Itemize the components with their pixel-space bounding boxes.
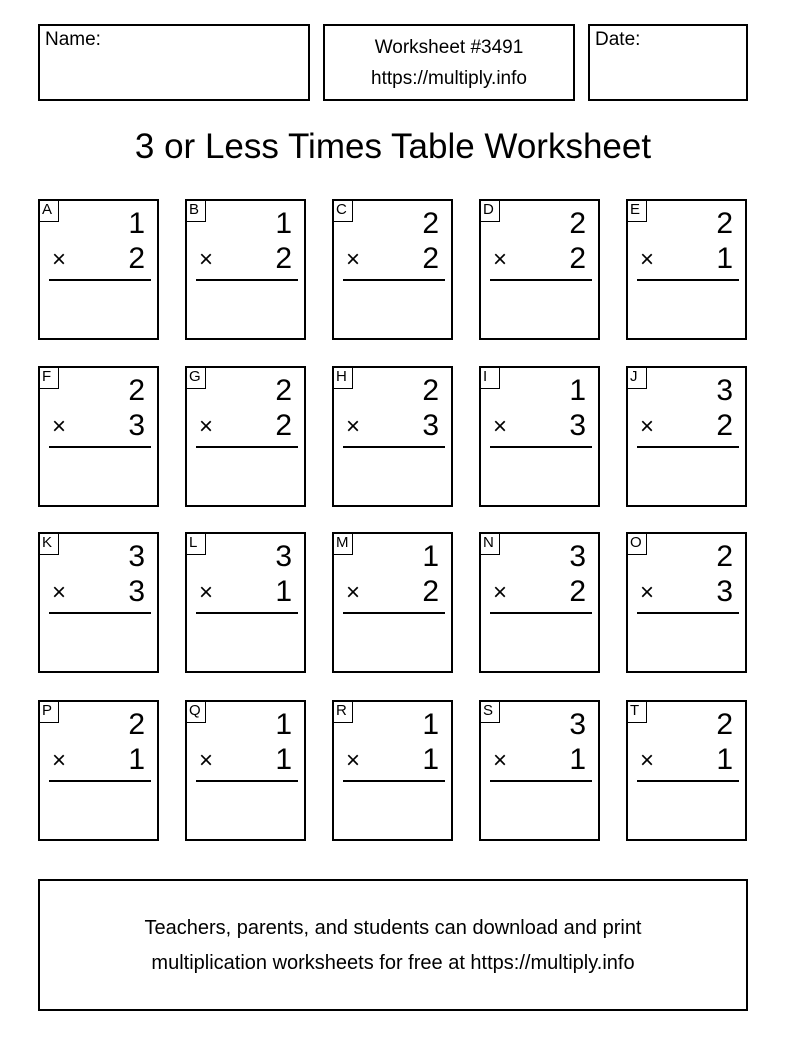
multiplicand: 2 bbox=[128, 374, 145, 407]
problem-label: R bbox=[332, 700, 353, 723]
multiplicand: 3 bbox=[569, 708, 586, 741]
answer-line bbox=[637, 279, 739, 281]
multiplier: 1 bbox=[716, 743, 733, 776]
problem-label: H bbox=[332, 366, 353, 389]
answer-line bbox=[637, 780, 739, 782]
problem-card[interactable] bbox=[332, 532, 453, 673]
problem-card[interactable] bbox=[626, 199, 747, 340]
worksheet-info-box bbox=[323, 24, 575, 101]
multiplicand: 2 bbox=[716, 540, 733, 573]
multiplicand: 2 bbox=[422, 207, 439, 240]
answer-line bbox=[196, 279, 298, 281]
problem-label: P bbox=[38, 700, 59, 723]
multiplier: 2 bbox=[569, 575, 586, 608]
multiplicand: 3 bbox=[128, 540, 145, 573]
multiplier: 2 bbox=[716, 409, 733, 442]
problem-label: K bbox=[38, 532, 59, 555]
problem-label: B bbox=[185, 199, 206, 222]
problem-label: N bbox=[479, 532, 500, 555]
multiplier: 2 bbox=[422, 575, 439, 608]
problem-label: O bbox=[626, 532, 647, 555]
times-sign: × bbox=[640, 413, 655, 440]
times-sign: × bbox=[640, 747, 655, 774]
answer-line bbox=[343, 612, 445, 614]
answer-line bbox=[490, 612, 592, 614]
problem-card[interactable] bbox=[332, 700, 453, 841]
problem-card[interactable] bbox=[626, 532, 747, 673]
answer-line bbox=[49, 612, 151, 614]
problem-card[interactable] bbox=[38, 532, 159, 673]
times-sign: × bbox=[346, 579, 361, 606]
problem-card[interactable] bbox=[185, 199, 306, 340]
multiplier: 2 bbox=[275, 242, 292, 275]
problem-label: E bbox=[626, 199, 647, 222]
multiplicand: 1 bbox=[275, 708, 292, 741]
multiplier: 1 bbox=[422, 743, 439, 776]
multiplicand: 1 bbox=[422, 540, 439, 573]
multiplier: 3 bbox=[569, 409, 586, 442]
problem-label: M bbox=[332, 532, 353, 555]
multiplier: 1 bbox=[275, 743, 292, 776]
problem-card[interactable] bbox=[185, 366, 306, 507]
problem-label: T bbox=[626, 700, 647, 723]
problem-label: G bbox=[185, 366, 206, 389]
multiplier: 1 bbox=[716, 242, 733, 275]
multiplicand: 1 bbox=[422, 708, 439, 741]
times-sign: × bbox=[52, 413, 67, 440]
footer-line-2: multiplication worksheets for free at https://multiply.info bbox=[151, 952, 635, 974]
answer-line bbox=[490, 780, 592, 782]
problem-label: J bbox=[626, 366, 647, 389]
multiplier: 1 bbox=[569, 743, 586, 776]
answer-line bbox=[343, 279, 445, 281]
times-sign: × bbox=[493, 413, 508, 440]
answer-line bbox=[637, 446, 739, 448]
answer-line bbox=[196, 780, 298, 782]
multiplier: 3 bbox=[128, 409, 145, 442]
problem-card[interactable] bbox=[185, 532, 306, 673]
answer-line bbox=[490, 446, 592, 448]
worksheet-url: https://multiply.info bbox=[371, 68, 527, 89]
times-sign: × bbox=[52, 747, 67, 774]
page-title: 3 or Less Times Table Worksheet bbox=[134, 127, 652, 166]
times-sign: × bbox=[493, 747, 508, 774]
times-sign: × bbox=[640, 579, 655, 606]
answer-line bbox=[49, 780, 151, 782]
problem-card[interactable] bbox=[479, 366, 600, 507]
name-label: Name: bbox=[45, 29, 101, 50]
problem-label: I bbox=[479, 366, 500, 389]
times-sign: × bbox=[199, 747, 214, 774]
problem-label: Q bbox=[185, 700, 206, 723]
worksheet-number: Worksheet #3491 bbox=[374, 37, 524, 58]
multiplicand: 3 bbox=[569, 540, 586, 573]
problem-card[interactable] bbox=[479, 532, 600, 673]
answer-line bbox=[196, 446, 298, 448]
date-field-box[interactable] bbox=[588, 24, 748, 101]
multiplier: 2 bbox=[569, 242, 586, 275]
problem-label: A bbox=[38, 199, 59, 222]
multiplier: 2 bbox=[275, 409, 292, 442]
times-sign: × bbox=[346, 747, 361, 774]
problem-card[interactable] bbox=[479, 700, 600, 841]
problem-card[interactable] bbox=[38, 199, 159, 340]
answer-line bbox=[343, 780, 445, 782]
multiplicand: 2 bbox=[422, 374, 439, 407]
multiplier: 1 bbox=[128, 743, 145, 776]
problem-card[interactable] bbox=[185, 700, 306, 841]
times-sign: × bbox=[493, 246, 508, 273]
multiplicand: 2 bbox=[716, 207, 733, 240]
multiplier: 2 bbox=[422, 242, 439, 275]
footer-line-1: Teachers, parents, and students can download and print bbox=[144, 917, 642, 939]
date-label: Date: bbox=[595, 29, 641, 50]
footer-box bbox=[38, 879, 748, 1011]
problem-card[interactable] bbox=[479, 199, 600, 340]
name-field-box[interactable] bbox=[38, 24, 310, 101]
problem-card[interactable] bbox=[626, 366, 747, 507]
problem-label: D bbox=[479, 199, 500, 222]
times-sign: × bbox=[346, 246, 361, 273]
answer-line bbox=[343, 446, 445, 448]
multiplicand: 3 bbox=[716, 374, 733, 407]
problem-card[interactable] bbox=[626, 700, 747, 841]
answer-line bbox=[49, 279, 151, 281]
problem-card[interactable] bbox=[332, 199, 453, 340]
problem-card[interactable] bbox=[332, 366, 453, 507]
times-sign: × bbox=[52, 246, 67, 273]
times-sign: × bbox=[493, 579, 508, 606]
multiplicand: 1 bbox=[128, 207, 145, 240]
multiplier: 3 bbox=[716, 575, 733, 608]
multiplicand: 1 bbox=[569, 374, 586, 407]
multiplier: 3 bbox=[128, 575, 145, 608]
problem-label: F bbox=[38, 366, 59, 389]
multiplier: 2 bbox=[128, 242, 145, 275]
times-sign: × bbox=[199, 246, 214, 273]
problem-label: C bbox=[332, 199, 353, 222]
problem-card[interactable] bbox=[38, 366, 159, 507]
multiplicand: 2 bbox=[569, 207, 586, 240]
problem-card[interactable] bbox=[38, 700, 159, 841]
answer-line bbox=[196, 612, 298, 614]
times-sign: × bbox=[199, 413, 214, 440]
times-sign: × bbox=[52, 579, 67, 606]
multiplicand: 2 bbox=[716, 708, 733, 741]
problem-label: S bbox=[479, 700, 500, 723]
multiplier: 1 bbox=[275, 575, 292, 608]
multiplicand: 2 bbox=[128, 708, 145, 741]
multiplicand: 3 bbox=[275, 540, 292, 573]
times-sign: × bbox=[640, 246, 655, 273]
problem-label: L bbox=[185, 532, 206, 555]
answer-line bbox=[490, 279, 592, 281]
times-sign: × bbox=[346, 413, 361, 440]
multiplier: 3 bbox=[422, 409, 439, 442]
answer-line bbox=[49, 446, 151, 448]
multiplicand: 2 bbox=[275, 374, 292, 407]
answer-line bbox=[637, 612, 739, 614]
times-sign: × bbox=[199, 579, 214, 606]
multiplicand: 1 bbox=[275, 207, 292, 240]
